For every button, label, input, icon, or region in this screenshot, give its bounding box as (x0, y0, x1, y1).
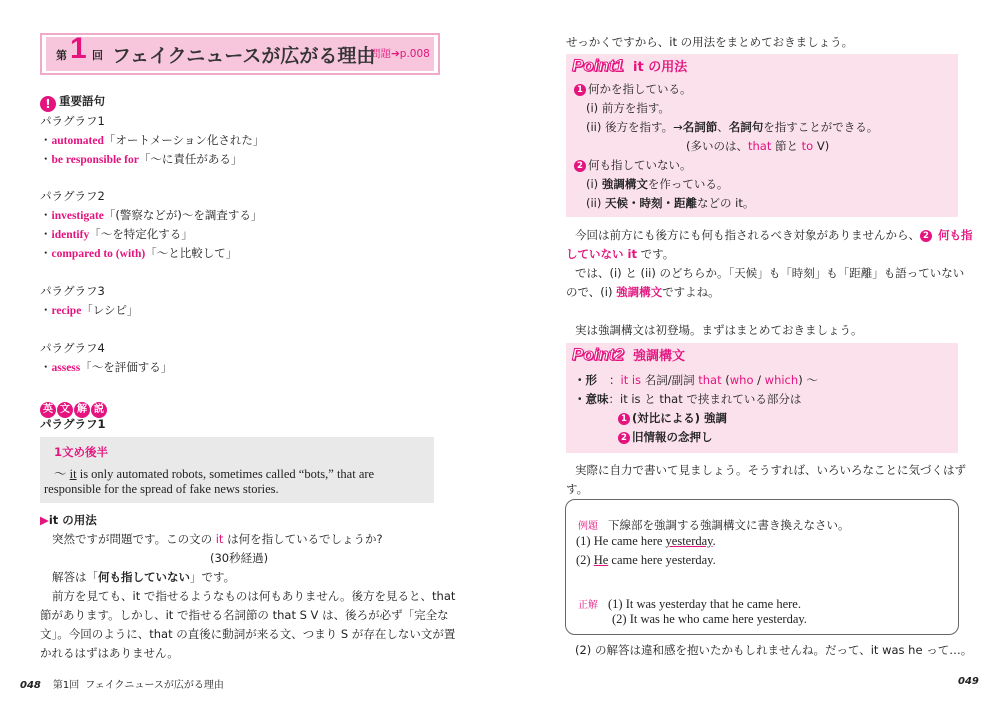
badge-bun: 文 (57, 402, 73, 418)
vocab-item: ・assess「〜を評価する」 (40, 360, 173, 374)
badge-ei: 英 (40, 402, 56, 418)
example-instruction: 下線部を強調する強調構文に書き換えなさい。 (608, 518, 850, 532)
right-p1-line-2: していない it です。 (566, 247, 675, 261)
body-line-3: 解答は「何も指していない」です。 (52, 570, 236, 584)
body-line-5: 節があります。しかし、it で指せる名詞節の that S V は、後ろが必ず「完全な (40, 608, 449, 622)
vocab-en: investigate (51, 210, 104, 222)
chapter-title: フェイクニュースが広がる理由 (112, 45, 376, 67)
body-line-7: かれるはずはありません。 (40, 646, 179, 660)
right-p2: 実は強調構文は初登場。まずはまとめておきましょう。 (575, 323, 863, 337)
point1-line-5: 2 何も指していない。 (574, 156, 692, 175)
paragraph-1-label: パラグラフ1 (40, 114, 105, 128)
left-page (0, 0, 490, 710)
body-line-4: 前方を見ても、it で指せるようなものは何もありません。後方を見ると、that (52, 589, 456, 603)
footer-title: フェイクニュースが広がる理由 (85, 680, 224, 691)
vocab-heading (40, 92, 105, 112)
body-line-1: 突然ですが問題です。この文の it は何を指しているでしょうか? (52, 532, 383, 546)
page-number-right: 049 (958, 676, 979, 687)
vocab-heading-text: 重要語句 (59, 94, 105, 108)
vocab-en: assess (51, 362, 81, 374)
point1-line-2: (i) 前方を指す。 (586, 101, 670, 115)
answer-1: (1) It was yesterday that he came here. (608, 597, 801, 611)
paragraph-4-label: パラグラフ4 (40, 341, 105, 355)
answer-tag: 正解 (578, 600, 598, 611)
quote-line-2: responsible for the spread of fake news stories. (44, 482, 279, 496)
vocab-item: ・recipe「レシピ」 (40, 303, 139, 317)
point2-line-2: ・意味：it is と that で挟まれている部分は (574, 392, 802, 406)
paragraph-2-label: パラグラフ2 (40, 189, 105, 203)
point1-line-3: (ii) 後方を指す。→名詞節、名詞句を指すことができる。 (586, 120, 879, 134)
vocab-en: recipe (51, 305, 82, 317)
vocab-item: ・identify「〜を特定化する」 (40, 227, 193, 241)
quote-it-underlined: it (69, 467, 77, 481)
point2-line-3: 1 (対比による) 強調 (618, 409, 727, 428)
point2-line-4: 2 旧情報の念押し (618, 428, 713, 447)
vocab-en: automated (51, 135, 104, 147)
right-closing: (2) の解答は違和感を抱いたかもしれませんね。だって、it was he って…。 (575, 643, 973, 657)
right-intro: せっかくですから、it の用法をまとめておきましょう。 (566, 35, 854, 49)
point1-line-7: (ii) 天候・時刻・距離などの it。 (586, 196, 755, 210)
left-footer (20, 676, 224, 691)
right-p1-line-1: 今回は前方にも後方にも何も指されるべき対象がありませんから、 2 何も指 (575, 228, 973, 242)
triangle-right-icon: ▶ (40, 513, 49, 527)
vocab-ja: 「〜に責任がある」 (138, 152, 243, 166)
exclamation-icon: ! (40, 96, 56, 112)
badge-setsu: 説 (91, 402, 107, 418)
vocab-ja: 「レシピ」 (81, 303, 139, 317)
point2-title: 強調構文 (633, 349, 686, 364)
answer-row-1 (578, 593, 801, 612)
example-q2: (2) He came here yesterday. (576, 553, 716, 567)
vocab-en: be responsible for (51, 154, 139, 166)
body-line-2: (30秒経過) (210, 551, 269, 565)
vocab-item: ・compared to (with)「〜と比較して」 (40, 246, 238, 260)
point1-line-6: (i) 強調構文を作っている。 (586, 177, 729, 191)
chapter-dai: 第 (56, 49, 67, 62)
vocab-en: compared to (with) (51, 248, 146, 260)
kaisetsu-paragraph-label: パラグラフ1 (40, 417, 106, 431)
vocab-ja: 「オートメーション化された」 (103, 133, 265, 147)
point1-box (566, 54, 958, 217)
point1-title: it の用法 (633, 60, 688, 75)
right-p3-line-1: 実際に自力で書いて見ましょう。そうすれば、いろいろなことに気づくはず (575, 463, 966, 477)
chapter-kai: 回 (92, 49, 103, 62)
point1-logo: Point1 (572, 56, 624, 75)
problem-page-link[interactable]: 問題➔p.008 (370, 48, 430, 60)
point1-line-4: (多いのは、that 節と to V) (686, 139, 830, 153)
example-tag: 例題 (578, 521, 598, 532)
vocab-item: ・automated「オートメーション化された」 (40, 133, 265, 147)
right-p1-line-4: ので、(i) 強調構文ですよね。 (566, 285, 720, 299)
page-number-left: 048 (20, 680, 41, 691)
vocab-item: ・investigate「(警察などが)〜を調査する」 (40, 208, 263, 222)
vocab-ja: 「(警察などが)〜を調査する」 (103, 208, 263, 222)
example-instruction-row (578, 514, 850, 535)
chapter-number: 1 (70, 32, 87, 65)
vocab-en: identify (51, 229, 90, 241)
point1-line-1: 1 何かを指している。 (574, 80, 692, 99)
right-p3-line-2: す。 (566, 482, 589, 496)
example-q1: (1) He came here yesterday. (576, 534, 716, 548)
vocab-ja: 「〜を特定化する」 (89, 227, 193, 241)
quote-line-1: 〜 it is only automated robots, sometimes called “bots,” that are (54, 467, 375, 481)
footer-chapter: 第1回 (52, 680, 80, 691)
vocab-ja: 「〜と比較して」 (145, 246, 238, 260)
answer-2: (2) It was he who came here yesterday. (612, 612, 807, 626)
point2-line-1: ・形 ：it is 名詞/副詞 that (who / which) 〜 (574, 373, 818, 387)
paragraph-3-label: パラグラフ3 (40, 284, 105, 298)
point2-header (572, 345, 685, 365)
vocab-item: ・be responsible for「〜に責任がある」 (40, 152, 243, 166)
right-p1-line-3: では、(i) と (ii) のどちらか。「天候」も「時刻」も「距離」も語っていない (575, 266, 965, 280)
quote-label: 1文め後半 (54, 445, 109, 459)
badge-kai: 解 (74, 402, 90, 418)
point1-header (572, 56, 687, 76)
vocab-ja: 「〜を評価する」 (80, 360, 173, 374)
it-usage-heading: ▶it の用法 (40, 513, 97, 527)
point2-box (566, 343, 958, 453)
quote-box (40, 437, 434, 503)
chapter-header (40, 33, 440, 75)
example-box (565, 499, 959, 635)
body-line-6: 文」。今回のように、that の直後に動詞が来る文、つまり S が存在しない文が置 (40, 627, 456, 641)
point2-logo: Point2 (572, 345, 624, 364)
